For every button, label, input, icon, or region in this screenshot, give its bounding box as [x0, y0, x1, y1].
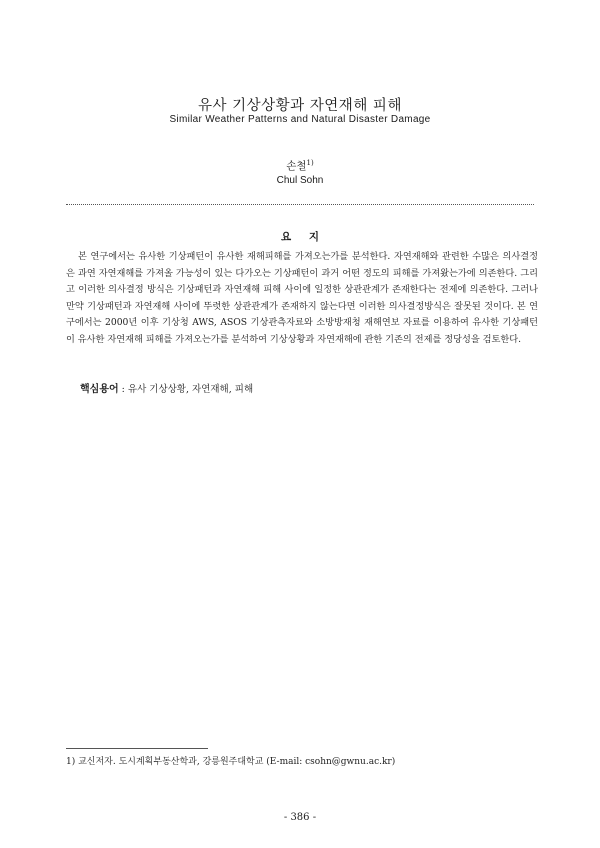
- author-footnote-mark: 1): [306, 159, 314, 167]
- paper-title-english: Similar Weather Patterns and Natural Disaster Damage: [169, 114, 431, 125]
- abstract-heading: 요 지: [281, 231, 319, 243]
- section-divider: [66, 204, 534, 205]
- abstract-body: 본 연구에서는 유사한 기상패턴이 유사한 재해피해를 가져오는가를 분석한다. 자연재해와 관련한 수많은 의사결정은 과연 자연재해를 가져올 가능성이 있는 다가오는 기상패턴이 과거 어떤 정도의 피해를 가져왔는가에 의존한다. 그리고 이러한 의사결정 방식은 기상패턴과 자연재해 피해 사이에 일정한 상관관계가 존재한다는 전제에 의존한다. 그러나 만약 기상패턴과 자연재해 사이에 뚜렷한 상관관계가 존재하지 않는다면 이러한 의사결정방식은 잘못된 것이다. 본 연구에서는 2000년 이후 기상청 AWS, ASOS 기상관측자료와 소방방재청 재해연보 자료를 이용하여 유사한 기상패턴이 유사한 자연재해 피해를 가져오는가를 분석하여 기상상황과 자연재해에 관한 기존의 전제를 정당성을 검토한다.: [66, 251, 538, 345]
- keywords-text: : 유사 기상상황, 자연재해, 피해: [121, 384, 254, 395]
- footnote: 1) 교신저자. 도시계획부동산학과, 강릉원주대학교 (E-mail: csohn@gwnu.ac.kr): [66, 757, 396, 767]
- page-number: - 386 -: [283, 812, 317, 823]
- keywords-line: [80, 380, 540, 395]
- keywords-label: 핵심용어: [80, 384, 119, 395]
- author-name-english: Chul Sohn: [276, 175, 324, 186]
- paper-title-korean: 유사 기상상황과 자연재해 피해: [198, 98, 402, 114]
- author-name: 손철: [286, 160, 307, 172]
- author-name-korean: [0, 158, 600, 173]
- footnote-rule: [66, 748, 208, 749]
